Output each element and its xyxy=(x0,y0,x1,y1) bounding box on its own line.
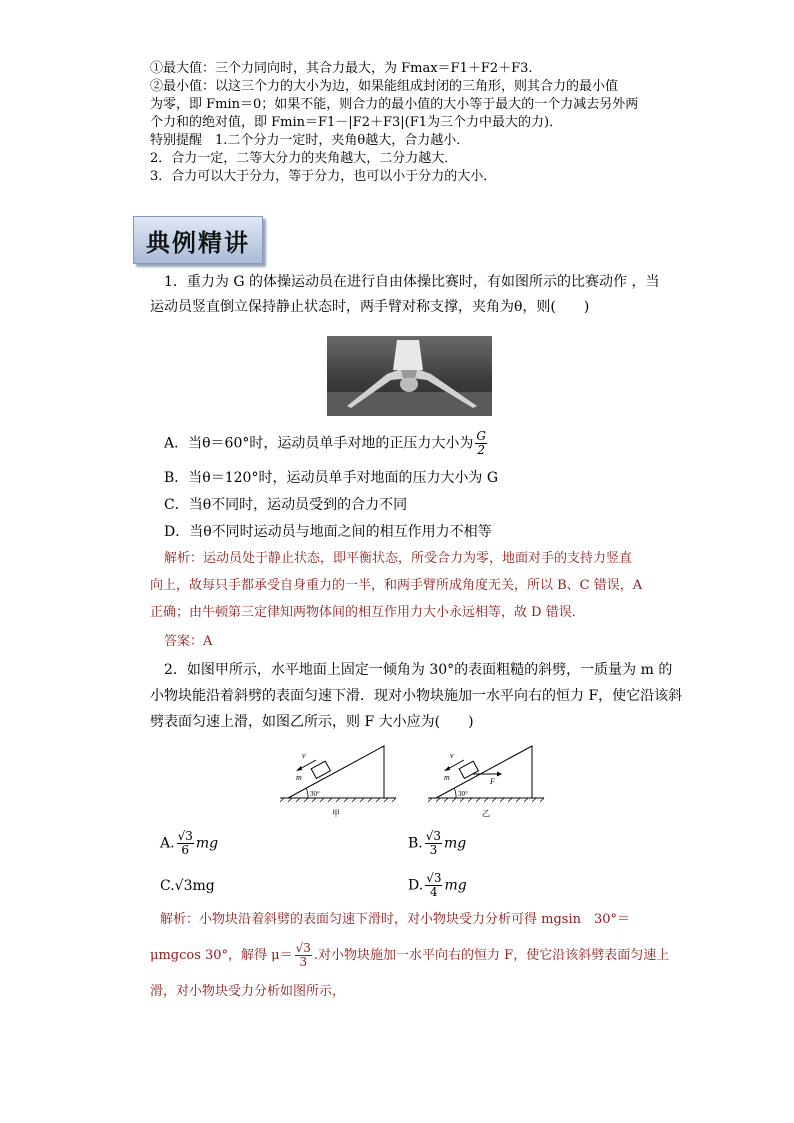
q1-explanation-3: 正确；由牛顿第三定律知两物体间的相互作用力大小永远相等，故 D 错误． xyxy=(150,605,585,620)
fig-yi-f: F xyxy=(490,777,495,786)
section-heading xyxy=(133,216,263,264)
fig-yi-caption: 乙 xyxy=(482,809,490,818)
note-line-3: 为零，即 Fmin＝0；如果不能，则合力的最小值的大小等于最大的一个力减去另外两 xyxy=(150,97,639,112)
q1-option-d: D．当θ不同时运动员与地面之间的相互作用力不相等 xyxy=(164,524,492,540)
q2-stem-2: 小物块能沿着斜劈的表面匀速下滑．现对小物块施加一水平向右的恒力 F，使它沿该斜 xyxy=(150,688,683,704)
q2-explanation-3: 滑，对小物块受力分析如图所示， xyxy=(150,984,346,999)
fig-jia-v: v xyxy=(302,751,306,760)
section-title: 典例精讲 xyxy=(146,228,250,257)
q2-option-a-fraction: $\frac{√3}{6}$ xyxy=(177,829,193,857)
fig-jia-caption: 甲 xyxy=(332,809,340,818)
q1-stem-2: 运动员竖直倒立保持静止状态时，两手臂对称支撑，夹角为θ，则( ) xyxy=(150,299,590,315)
q2-explanation-fraction: $\frac{√3}{3}$ xyxy=(295,941,311,969)
q1-option-a: A．当θ＝60°时，运动员单手对地的正压力大小为 $\frac{G}{2}$ xyxy=(164,429,486,457)
q1-stem-1: 1．重力为 G 的体操运动员在进行自由体操比赛时，有如图所示的比赛动作 ，当 xyxy=(164,274,660,290)
q2-option-d-fraction: $\frac{√3}{4}$ xyxy=(426,871,442,899)
note-line-1: ①最大值：三个力同向时，其合力最大，为 Fmax＝F1＋F2＋F3. xyxy=(150,61,533,76)
fig-yi-angle: 30° xyxy=(458,790,468,798)
q2-stem-1: 2．如图甲所示，水平地面上固定一倾角为 30°的表面粗糙的斜劈，一质量为 m 的 xyxy=(164,662,673,678)
q1-option-b: B．当θ＝120°时，运动员单手对地面的压力大小为 G xyxy=(164,470,499,486)
gymnast-photo xyxy=(327,336,492,416)
q2-option-b: B. $\frac{√3}{3}$ mg xyxy=(408,829,467,857)
q2-option-c: C.√3mg xyxy=(160,878,215,894)
q2-option-d: D. $\frac{√3}{4}$ mg xyxy=(408,871,467,899)
q1-option-c: C．当θ不同时，运动员受到的合力不同 xyxy=(164,497,408,513)
fig-yi-v: v xyxy=(450,751,454,760)
note-line-7: 3．合力可以大于分力，等于分力，也可以小于分力的大小． xyxy=(150,169,497,184)
q2-explanation-1: 解析：小物块沿着斜劈的表面匀速下滑时，对小物块受力分析可得 mgsin 30°＝ xyxy=(160,912,631,927)
fig-jia-angle: 30° xyxy=(310,790,320,798)
note-line-2: ②最小值：以这三个力的大小为边，如果能组成封闭的三角形，则其合力的最小值 xyxy=(150,79,619,94)
note-line-5: 特别提醒 1.二个分力一定时，夹角θ越大，合力越小． xyxy=(150,133,470,148)
incline-figure-yi xyxy=(428,742,548,822)
q2-option-b-fraction: $\frac{√3}{3}$ xyxy=(425,829,442,857)
note-line-6: 2．合力一定，二等大分力的夹角越大，二分力越大． xyxy=(150,151,458,166)
note-line-4: 个力和的绝对值，即 Fmin＝F1－|F2＋F3|(F1为三个力中最大的力)． xyxy=(150,115,563,130)
q2-explanation-2: μmgcos 30°，解得 μ＝ $\frac{√3}{3}$ .对小物块施加一水平向右的恒力 F，使它沿该斜劈表面匀速上 xyxy=(150,941,670,969)
fig-yi-m: m xyxy=(444,773,450,782)
q2-option-a: A. $\frac{√3}{6}$ mg xyxy=(160,829,219,857)
q2-stem-3: 劈表面匀速上滑，如图乙所示，则 F 大小应为( ) xyxy=(150,714,474,730)
q1-explanation-2: 向上，故每只手都承受自身重力的一半，和两手臂所成角度无关，所以 B、C 错误，A xyxy=(150,578,643,593)
q1-answer: 答案：A xyxy=(164,634,213,649)
incline-figure-jia xyxy=(280,742,400,822)
q1-option-a-fraction: $\frac{G}{2}$ xyxy=(476,429,486,457)
fig-jia-m: m xyxy=(296,773,302,782)
q1-explanation-1: 解析：运动员处于静止状态，即平衡状态，所受合力为零，地面对手的支持力竖直 xyxy=(164,551,633,566)
